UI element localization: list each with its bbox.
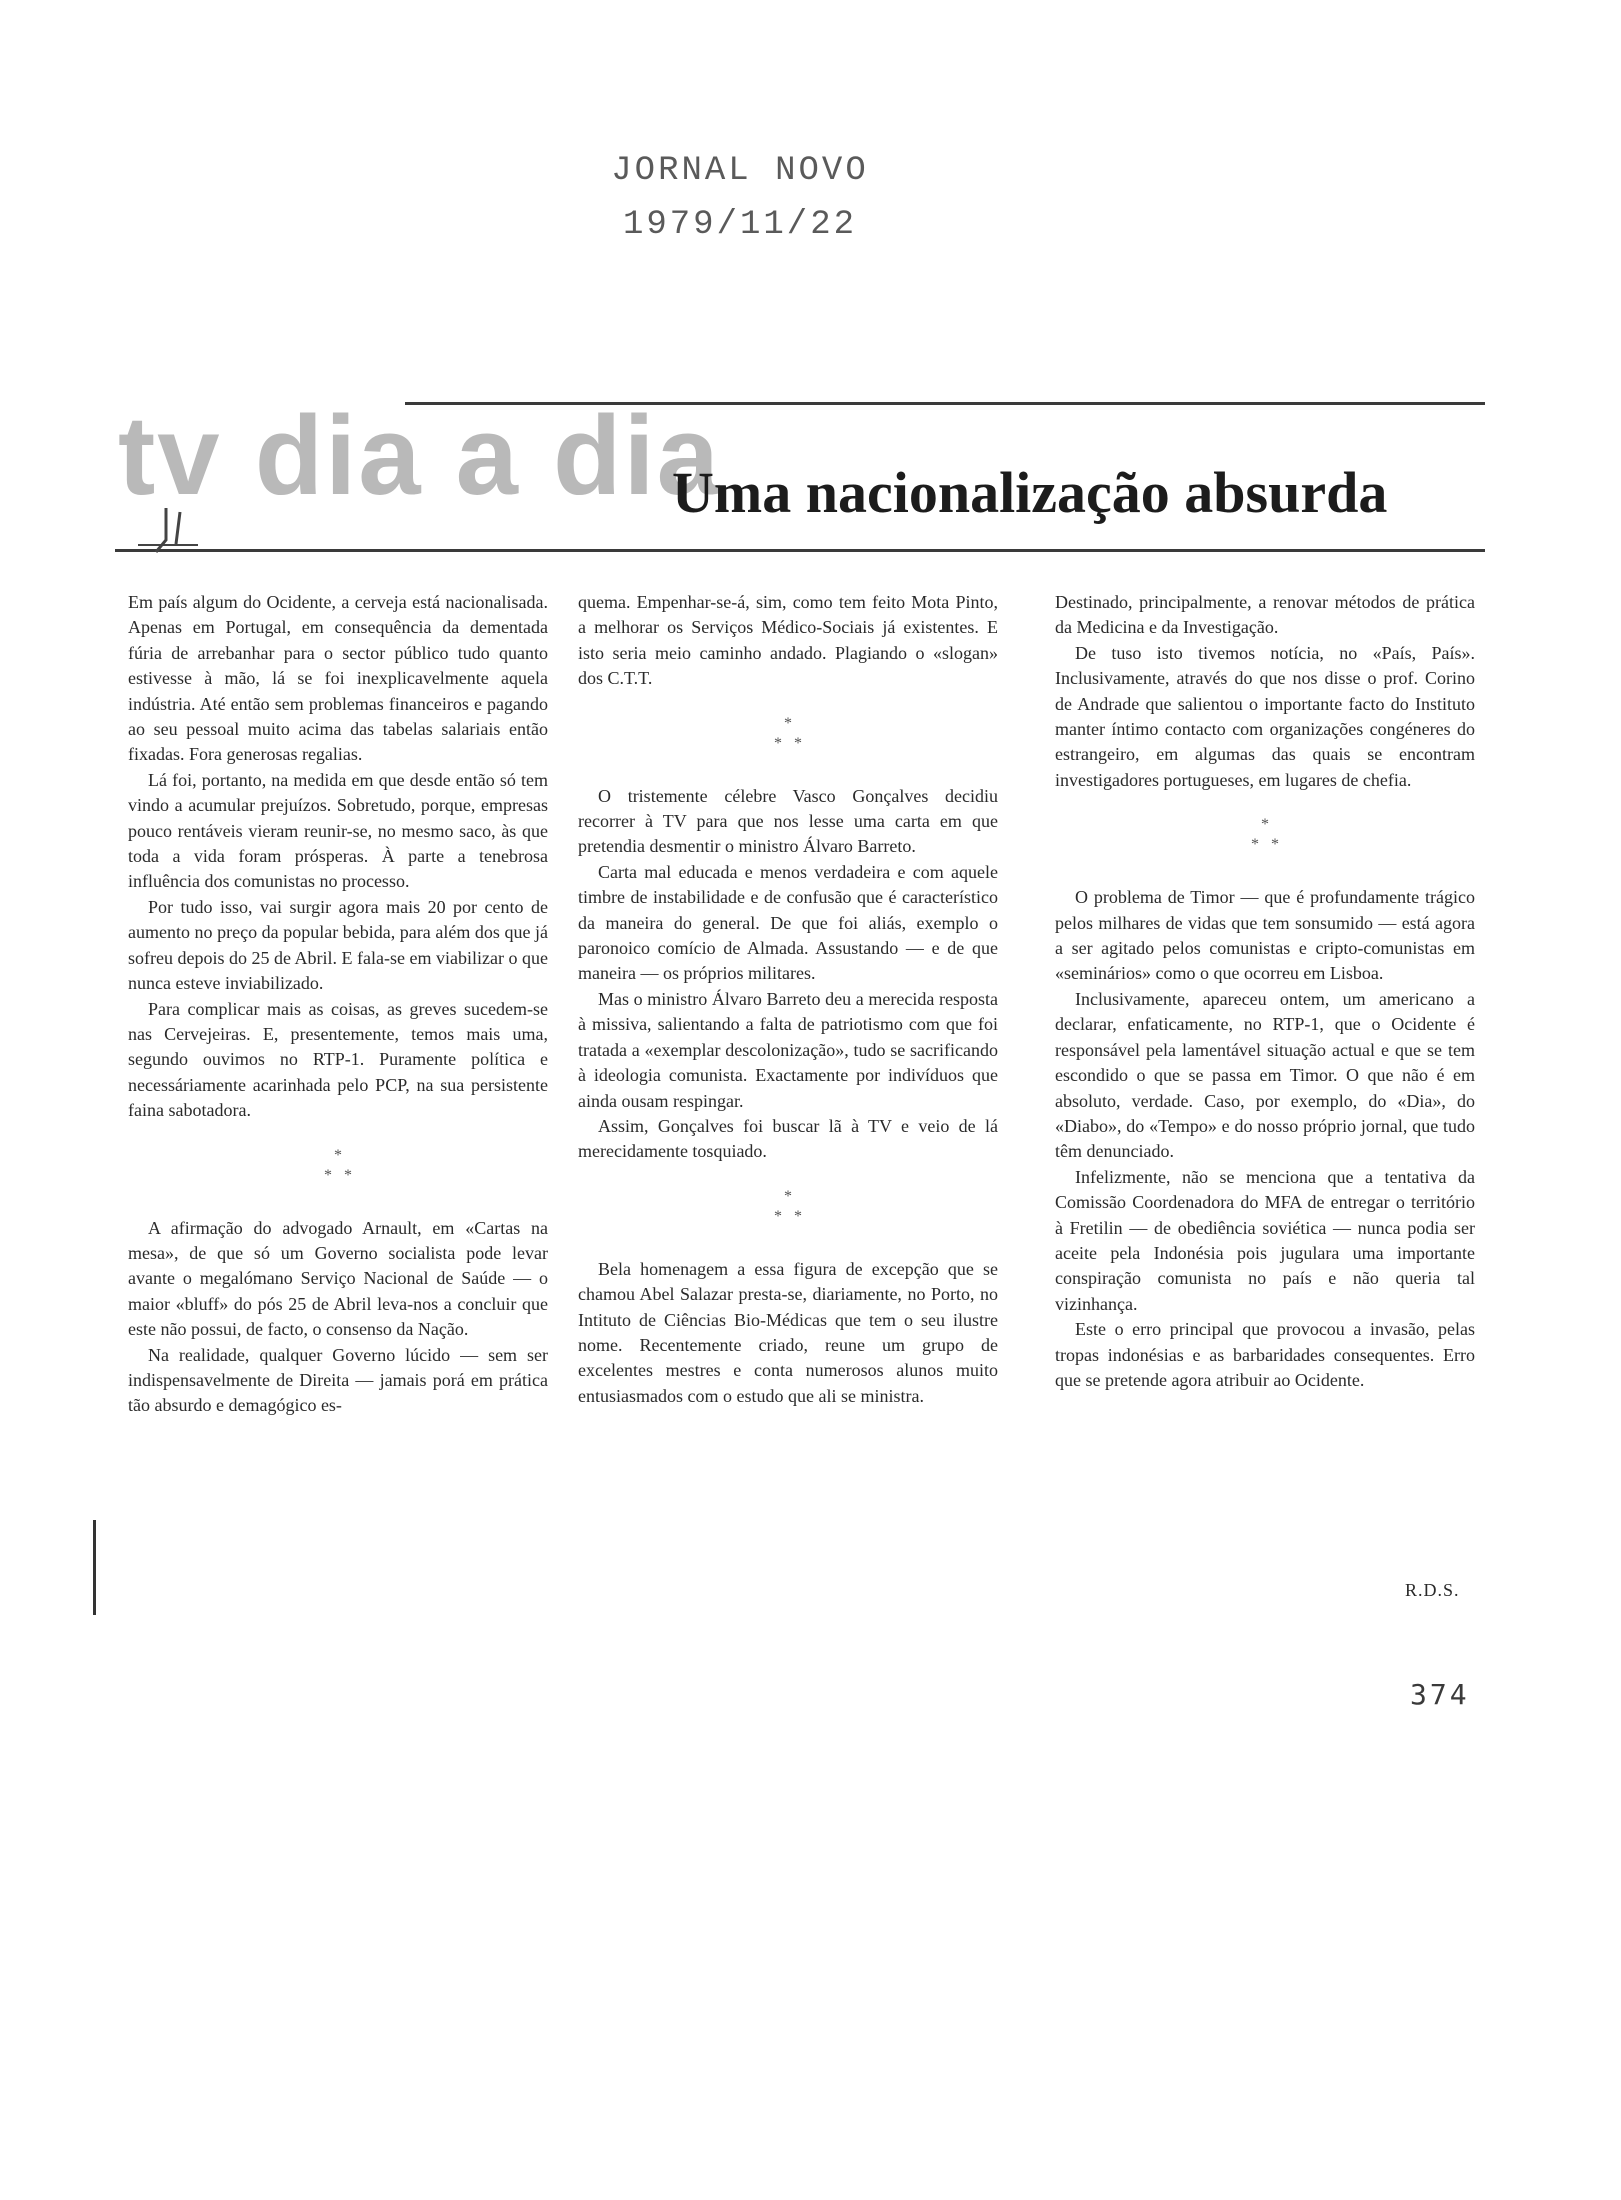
margin-mark <box>93 1520 96 1615</box>
paragraph: A afirmação do advogado Arnault, em «Cartas na mesa», de que só um Governo socialista pode levar avante o megalómano Serviço Nacional de Saúde — o maior «bluff» do pós 25 de Abril leva-nos a concluir que este não possui, de facto, o consenso da Nação. <box>128 1217 548 1340</box>
handwritten-mark-icon <box>128 500 218 560</box>
author-signature: R.D.S. <box>1405 1580 1460 1600</box>
paragraph: Por tudo isso, vai surgir agora mais 20 por cento de aumento no preço da popular bebida, para além dos que já sofreu depois do 25 de Abril. E fala-se em viabilizar o que nunca esteve inviabilizado. <box>128 896 548 994</box>
paragraph: Na realidade, qualquer Governo lúcido — sem ser indispensavelmente de Direita — jamais porá em prática tão absurdo e demagógico es- <box>128 1344 548 1416</box>
paragraph: De tuso isto tivemos notícia, no «País, País». Inclusivamente, através do que nos disse o prof. Corino de Andrade que salientou o importante facto do Instituto manter íntimo contacto com organizações congéneres do estrangeiro, em algumas das quais se encontram investigadores portugueses, em lugares de chefia. <box>1055 642 1475 790</box>
article-headline: Uma nacionalização absurda <box>672 460 1388 525</box>
paragraph: O tristemente célebre Vasco Gonçalves decidiu recorrer à TV para que nos lesse uma carta em que pretendia desmentir o ministro Álvaro Barreto. <box>578 785 998 857</box>
paragraph: Em país algum do Ocidente, a cerveja está nacionalisada. Apenas em Portugal, em consequência da dementada fúria de arrebanhar para o sector público tudo quanto estivesse à mão, lá se foi inexplicavelmente aquela indústria. Até então sem problemas financeiros e pagando ao seu pessoal muito acima das tabelas salariais então fixadas. Fora generosas regalias. <box>128 592 548 765</box>
paragraph: Bela homenagem a essa figura de excepção que se chamou Abel Salazar presta-se, diariamente, no Porto, no Intituto de Ciências Bio-Médicas que tem o seu ilustre nome. Recentemente criado, reune um grupo de excelentes mestres e conta numerosos alunos muito entusiasmados com o estudo que ali se ministra. <box>578 1258 998 1406</box>
paragraph: Destinado, principalmente, a renovar métodos de prática da Medicina e da Investigação. <box>1055 592 1475 638</box>
paragraph: Este o erro principal que provocou a invasão, pelas tropas indonésias e as barbaridades consequentes. Erro que se pretende agora atribuir ao Ocidente. <box>1055 1319 1475 1390</box>
paragraph: Inclusivamente, apareceu ontem, um americano a declarar, enfaticamente, no RTP-1, que o Ocidente é responsável pela lamentável situação actual e que se tem escondido o que se passa em Timor. O que não é em absoluto, verdade. Caso, por exemplo, do «Dia», do «Diabo», do «Tempo» e do nosso próprio jornal, que tudo têm denunciado. <box>1055 988 1475 1162</box>
paragraph: Mas o ministro Álvaro Barreto deu a merecida resposta à missiva, salientando a falta de patriotismo com que foi tratada a «exemplar descolonização», tudo se sacrificando à ideologia comunista. Exactamente por indivíduos que ainda ousam respingar. <box>578 988 998 1111</box>
section-title: tv dia a dia <box>118 393 721 518</box>
article-column-3 <box>1055 590 1475 1393</box>
section-separator: * * * <box>774 714 802 752</box>
paragraph: Infelizmente, não se menciona que a tentativa da Comissão Coordenadora do MFA de entregar o território à Fretilin — de obediência soviética — nunca podia ser aceite pela Indonésia pois jugulara uma importante conspiração comunista no país e não queria tal vizinhança. <box>1055 1166 1475 1314</box>
article-column-2 <box>578 590 998 1409</box>
section-separator: * * * <box>324 1146 352 1184</box>
section-separator: * * * <box>1251 816 1279 854</box>
clipping-date-stamp: 1979/11/22 <box>622 206 858 244</box>
header-bottom-rule <box>115 549 1485 552</box>
paragraph: Assim, Gonçalves foi buscar lã à TV e veio de lá merecidamente tosquiado. <box>578 1115 998 1162</box>
paragraph: Carta mal educada e menos verdadeira e com aquele timbre de instabilidade e de confusão que é característico da maneira do general. De que foi aliás, exemplo o paronoico comício de Almada. Assustando — e de que maneira — os próprios militares. <box>578 861 998 984</box>
article-column-1 <box>128 590 548 1419</box>
page-number: 374 <box>1410 1678 1470 1711</box>
paragraph: quema. Empenhar-se-á, sim, como tem feito Mota Pinto, a melhorar os Serviços Médico-Sociais já existentes. E isto seria meio caminho andado. Plagiando o «slogan» dos C.T.T. <box>578 592 998 689</box>
clipping-source-stamp: JORNAL NOVO <box>611 152 869 190</box>
paragraph: O problema de Timor — que é profundamente trágico pelos milhares de vidas que tem sonsumido — está agora a ser agitado pelos comunistas e cripto-comunistas em «seminários» como o que ocorreu em Lisboa. <box>1055 887 1475 984</box>
paragraph: Para complicar mais as coisas, as greves sucedem-se nas Cervejeiras. E, presentemente, temos mais uma, segundo ouvimos no RTP-1. Puramente política e necessáriamente acarinhada pelo PCP, na sua persistente faina sabotadora. <box>128 998 548 1121</box>
section-separator: * * * <box>774 1187 802 1225</box>
paragraph: Lá foi, portanto, na medida em que desde então só tem vindo a acumular prejuízos. Sobretudo, porque, empresas pouco rentáveis vieram reunir-se, no mesmo saco, às que toda a vida foram prósperas. À parte a tenebrosa influência dos comunistas no processo. <box>128 769 548 892</box>
